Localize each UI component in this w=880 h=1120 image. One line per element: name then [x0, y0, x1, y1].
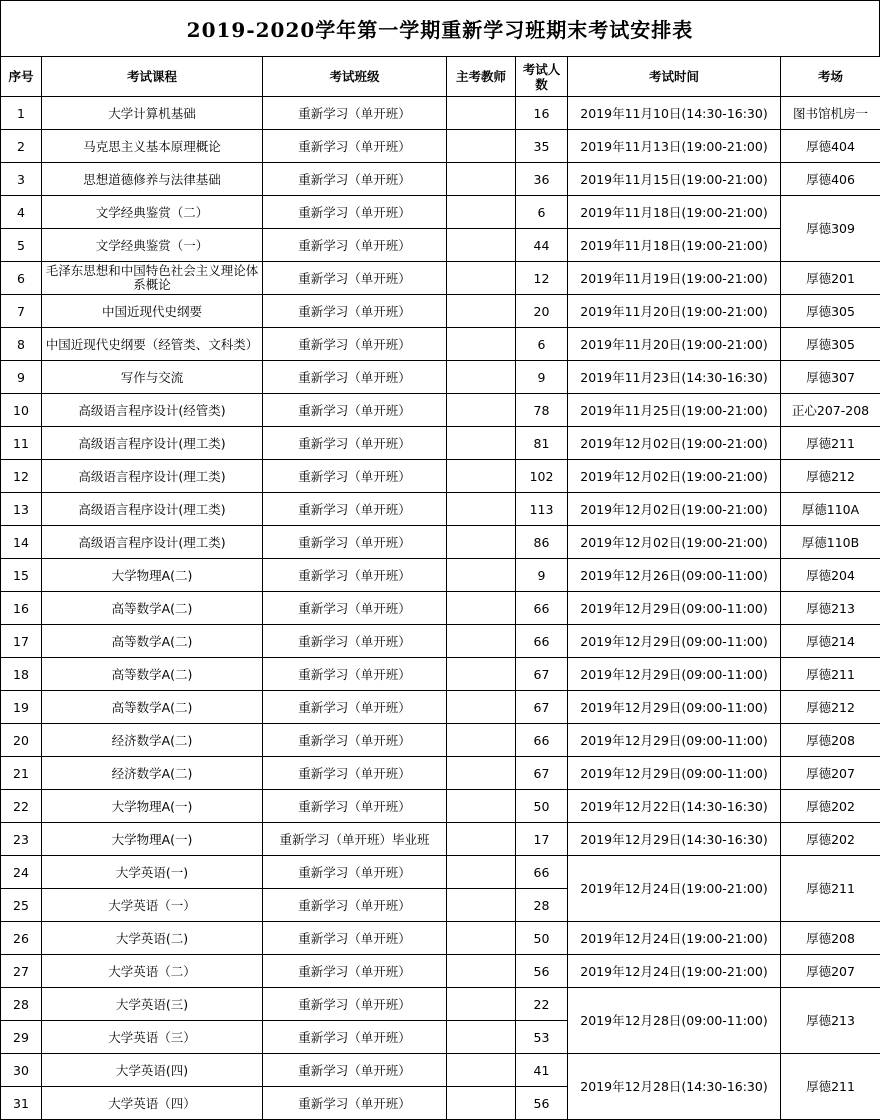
cell-no: 30: [1, 1054, 42, 1087]
cell-teacher: [447, 625, 516, 658]
table-row: [1, 658, 880, 691]
cell-time: 2019年12月22日(14:30-16:30): [568, 790, 781, 823]
table-row: [1, 130, 880, 163]
cell-time: 2019年12月02日(19:00-21:00): [568, 460, 781, 493]
cell-time: 2019年12月29日(09:00-11:00): [568, 592, 781, 625]
cell-time: 2019年11月20日(19:00-21:00): [568, 295, 781, 328]
cell-course: 大学英语（四）: [42, 1087, 263, 1120]
cell-teacher: [447, 823, 516, 856]
cell-teacher: [447, 724, 516, 757]
cell-room: 厚德213: [781, 988, 880, 1054]
table-row: [1, 229, 880, 262]
cell-count: 6: [516, 328, 568, 361]
cell-count: 66: [516, 592, 568, 625]
cell-course: 高级语言程序设计(理工类): [42, 526, 263, 559]
cell-no: 6: [1, 262, 42, 295]
cell-teacher: [447, 1021, 516, 1054]
cell-room: 厚德207: [781, 757, 880, 790]
cell-no: 23: [1, 823, 42, 856]
cell-count: 22: [516, 988, 568, 1021]
cell-time: 2019年11月13日(19:00-21:00): [568, 130, 781, 163]
cell-teacher: [447, 691, 516, 724]
cell-room: 厚德202: [781, 790, 880, 823]
cell-class: 重新学习（单开班）: [263, 394, 447, 427]
cell-course: 高级语言程序设计(理工类): [42, 493, 263, 526]
cell-course: 毛泽东思想和中国特色社会主义理论体系概论: [42, 262, 263, 295]
cell-no: 3: [1, 163, 42, 196]
cell-count: 78: [516, 394, 568, 427]
cell-count: 36: [516, 163, 568, 196]
cell-class: 重新学习（单开班）: [263, 1054, 447, 1087]
cell-time: 2019年12月24日(19:00-21:00): [568, 955, 781, 988]
cell-teacher: [447, 856, 516, 889]
cell-teacher: [447, 295, 516, 328]
cell-teacher: [447, 790, 516, 823]
cell-course: 写作与交流: [42, 361, 263, 394]
cell-class: 重新学习（单开班）: [263, 526, 447, 559]
cell-room: 厚德211: [781, 427, 880, 460]
cell-room: 厚德110B: [781, 526, 880, 559]
cell-class: 重新学习（单开班）: [263, 163, 447, 196]
cell-time: 2019年12月29日(09:00-11:00): [568, 658, 781, 691]
cell-course: 中国近现代史纲要（经管类、文科类）: [42, 328, 263, 361]
cell-time: 2019年11月23日(14:30-16:30): [568, 361, 781, 394]
cell-no: 4: [1, 196, 42, 229]
table-row: [1, 427, 880, 460]
cell-course: 大学英语（一）: [42, 889, 263, 922]
cell-room: 厚德212: [781, 691, 880, 724]
cell-teacher: [447, 328, 516, 361]
cell-course: 高等数学A(二): [42, 592, 263, 625]
cell-time: 2019年11月10日(14:30-16:30): [568, 97, 781, 130]
table-row: [1, 790, 880, 823]
cell-teacher: [447, 889, 516, 922]
table-row: [1, 592, 880, 625]
cell-teacher: [447, 955, 516, 988]
cell-no: 15: [1, 559, 42, 592]
cell-room: 厚德110A: [781, 493, 880, 526]
cell-class: 重新学习（单开班）: [263, 691, 447, 724]
cell-time: 2019年12月28日(14:30-16:30): [568, 1054, 781, 1120]
cell-no: 18: [1, 658, 42, 691]
table-row: [1, 1054, 880, 1087]
cell-time: 2019年12月29日(09:00-11:00): [568, 757, 781, 790]
cell-count: 20: [516, 295, 568, 328]
cell-count: 44: [516, 229, 568, 262]
cell-class: 重新学习（单开班）: [263, 1087, 447, 1120]
cell-room: 厚德207: [781, 955, 880, 988]
cell-count: 81: [516, 427, 568, 460]
table-row: [1, 823, 880, 856]
cell-teacher: [447, 262, 516, 295]
cell-room: 厚德211: [781, 856, 880, 922]
cell-course: 大学物理A(一): [42, 790, 263, 823]
cell-count: 67: [516, 658, 568, 691]
cell-count: 9: [516, 361, 568, 394]
cell-room: 厚德305: [781, 328, 880, 361]
page-title: 2019-2020学年第一学期重新学习班期末考试安排表: [0, 0, 880, 56]
cell-course: 大学物理A(二): [42, 559, 263, 592]
cell-teacher: [447, 526, 516, 559]
table-row: [1, 196, 880, 229]
table-row: [1, 328, 880, 361]
cell-no: 21: [1, 757, 42, 790]
cell-teacher: [447, 559, 516, 592]
cell-no: 29: [1, 1021, 42, 1054]
cell-time: 2019年11月15日(19:00-21:00): [568, 163, 781, 196]
cell-count: 56: [516, 955, 568, 988]
cell-time: 2019年11月19日(19:00-21:00): [568, 262, 781, 295]
table-body: [1, 97, 880, 1120]
cell-no: 7: [1, 295, 42, 328]
cell-class: 重新学习（单开班）: [263, 592, 447, 625]
header-time: 考试时间: [568, 57, 781, 97]
cell-class: 重新学习（单开班）: [263, 955, 447, 988]
cell-time: 2019年12月02日(19:00-21:00): [568, 427, 781, 460]
cell-time: 2019年12月29日(09:00-11:00): [568, 625, 781, 658]
cell-time: 2019年11月20日(19:00-21:00): [568, 328, 781, 361]
cell-course: 高等数学A(二): [42, 691, 263, 724]
cell-course: 中国近现代史纲要: [42, 295, 263, 328]
cell-room: 厚德202: [781, 823, 880, 856]
cell-time: 2019年12月24日(19:00-21:00): [568, 856, 781, 922]
cell-no: 19: [1, 691, 42, 724]
cell-teacher: [447, 1054, 516, 1087]
header-row: [1, 57, 880, 97]
cell-no: 1: [1, 97, 42, 130]
table-row: [1, 460, 880, 493]
cell-class: 重新学习（单开班）: [263, 922, 447, 955]
cell-no: 14: [1, 526, 42, 559]
cell-teacher: [447, 988, 516, 1021]
cell-count: 41: [516, 1054, 568, 1087]
cell-room: 图书馆机房一: [781, 97, 880, 130]
cell-room: 厚德201: [781, 262, 880, 295]
cell-course: 大学英语(三): [42, 988, 263, 1021]
cell-count: 86: [516, 526, 568, 559]
table-row: [1, 526, 880, 559]
cell-no: 17: [1, 625, 42, 658]
cell-class: 重新学习（单开班）: [263, 757, 447, 790]
table-row: [1, 625, 880, 658]
table-row: [1, 955, 880, 988]
header-no: 序号: [1, 57, 42, 97]
cell-class: 重新学习（单开班）: [263, 856, 447, 889]
table-row: [1, 988, 880, 1021]
cell-course: 高级语言程序设计(经管类): [42, 394, 263, 427]
table-row: [1, 922, 880, 955]
cell-teacher: [447, 427, 516, 460]
table-row: [1, 757, 880, 790]
cell-course: 高级语言程序设计(理工类): [42, 427, 263, 460]
cell-count: 66: [516, 856, 568, 889]
cell-course: 文学经典鉴赏（二）: [42, 196, 263, 229]
cell-time: 2019年11月18日(19:00-21:00): [568, 196, 781, 229]
table-row: [1, 262, 880, 295]
table-row: [1, 691, 880, 724]
cell-room: 厚德212: [781, 460, 880, 493]
cell-course: 大学英语（三）: [42, 1021, 263, 1054]
cell-course: 大学物理A(一): [42, 823, 263, 856]
cell-count: 66: [516, 625, 568, 658]
table-row: [1, 493, 880, 526]
cell-class: 重新学习（单开班）: [263, 361, 447, 394]
cell-room: 厚德305: [781, 295, 880, 328]
cell-course: 文学经典鉴赏（一）: [42, 229, 263, 262]
cell-class: 重新学习（单开班）: [263, 790, 447, 823]
cell-teacher: [447, 394, 516, 427]
table-row: [1, 856, 880, 889]
cell-count: 102: [516, 460, 568, 493]
cell-time: 2019年12月02日(19:00-21:00): [568, 493, 781, 526]
cell-teacher: [447, 1087, 516, 1120]
cell-course: 经济数学A(二): [42, 757, 263, 790]
cell-teacher: [447, 163, 516, 196]
cell-no: 8: [1, 328, 42, 361]
cell-class: 重新学习（单开班）: [263, 988, 447, 1021]
cell-count: 50: [516, 922, 568, 955]
cell-class: 重新学习（单开班）: [263, 625, 447, 658]
cell-room: 厚德208: [781, 922, 880, 955]
cell-time: 2019年12月24日(19:00-21:00): [568, 922, 781, 955]
cell-course: 大学英语(二): [42, 922, 263, 955]
cell-count: 113: [516, 493, 568, 526]
cell-no: 10: [1, 394, 42, 427]
cell-room: 厚德214: [781, 625, 880, 658]
cell-class: 重新学习（单开班）: [263, 889, 447, 922]
cell-class: 重新学习（单开班）: [263, 229, 447, 262]
cell-count: 66: [516, 724, 568, 757]
cell-course: 高等数学A(二): [42, 625, 263, 658]
cell-no: 2: [1, 130, 42, 163]
cell-class: 重新学习（单开班）: [263, 262, 447, 295]
cell-room: 厚德213: [781, 592, 880, 625]
cell-course: 大学英语（二）: [42, 955, 263, 988]
cell-class: 重新学习（单开班）: [263, 559, 447, 592]
cell-room: 厚德211: [781, 658, 880, 691]
cell-count: 56: [516, 1087, 568, 1120]
cell-class: 重新学习（单开班）: [263, 196, 447, 229]
cell-teacher: [447, 130, 516, 163]
cell-teacher: [447, 922, 516, 955]
cell-course: 高级语言程序设计(理工类): [42, 460, 263, 493]
cell-room: 厚德406: [781, 163, 880, 196]
cell-count: 53: [516, 1021, 568, 1054]
cell-class: 重新学习（单开班）: [263, 427, 447, 460]
cell-class: 重新学习（单开班）: [263, 493, 447, 526]
cell-class: 重新学习（单开班）: [263, 724, 447, 757]
cell-teacher: [447, 196, 516, 229]
cell-count: 6: [516, 196, 568, 229]
cell-room: 厚德204: [781, 559, 880, 592]
cell-count: 16: [516, 97, 568, 130]
cell-course: 经济数学A(二): [42, 724, 263, 757]
table-row: [1, 361, 880, 394]
header-class: 考试班级: [263, 57, 447, 97]
table-row: [1, 97, 880, 130]
table-row: [1, 163, 880, 196]
cell-no: 12: [1, 460, 42, 493]
table-row: [1, 295, 880, 328]
cell-time: 2019年12月28日(09:00-11:00): [568, 988, 781, 1054]
header-room: 考场: [781, 57, 880, 97]
cell-room: 正心207-208: [781, 394, 880, 427]
cell-count: 17: [516, 823, 568, 856]
header-count: 考试人数: [516, 57, 568, 97]
cell-count: 12: [516, 262, 568, 295]
cell-no: 5: [1, 229, 42, 262]
cell-class: 重新学习（单开班）: [263, 97, 447, 130]
cell-class: 重新学习（单开班）: [263, 130, 447, 163]
cell-no: 20: [1, 724, 42, 757]
cell-course: 马克思主义基本原理概论: [42, 130, 263, 163]
cell-teacher: [447, 493, 516, 526]
cell-class: 重新学习（单开班）: [263, 295, 447, 328]
cell-room: 厚德404: [781, 130, 880, 163]
cell-no: 28: [1, 988, 42, 1021]
cell-room: 厚德208: [781, 724, 880, 757]
cell-teacher: [447, 97, 516, 130]
cell-count: 50: [516, 790, 568, 823]
cell-teacher: [447, 592, 516, 625]
cell-no: 31: [1, 1087, 42, 1120]
cell-teacher: [447, 460, 516, 493]
cell-time: 2019年12月29日(09:00-11:00): [568, 691, 781, 724]
cell-room: 厚德211: [781, 1054, 880, 1120]
cell-teacher: [447, 361, 516, 394]
table-row: [1, 394, 880, 427]
cell-course: 大学计算机基础: [42, 97, 263, 130]
exam-schedule-table: [0, 56, 880, 1120]
cell-no: 16: [1, 592, 42, 625]
table-row: [1, 559, 880, 592]
table-row: [1, 724, 880, 757]
cell-class: 重新学习（单开班）毕业班: [263, 823, 447, 856]
cell-no: 27: [1, 955, 42, 988]
cell-class: 重新学习（单开班）: [263, 658, 447, 691]
cell-no: 26: [1, 922, 42, 955]
cell-no: 9: [1, 361, 42, 394]
cell-teacher: [447, 229, 516, 262]
cell-time: 2019年12月02日(19:00-21:00): [568, 526, 781, 559]
cell-time: 2019年12月26日(09:00-11:00): [568, 559, 781, 592]
cell-teacher: [447, 658, 516, 691]
cell-course: 大学英语(四): [42, 1054, 263, 1087]
cell-no: 22: [1, 790, 42, 823]
cell-teacher: [447, 757, 516, 790]
header-course: 考试课程: [42, 57, 263, 97]
cell-room: 厚德309: [781, 196, 880, 262]
cell-class: 重新学习（单开班）: [263, 460, 447, 493]
cell-course: 大学英语(一): [42, 856, 263, 889]
cell-class: 重新学习（单开班）: [263, 1021, 447, 1054]
cell-no: 25: [1, 889, 42, 922]
cell-course: 高等数学A(二): [42, 658, 263, 691]
cell-class: 重新学习（单开班）: [263, 328, 447, 361]
cell-time: 2019年11月25日(19:00-21:00): [568, 394, 781, 427]
cell-time: 2019年12月29日(14:30-16:30): [568, 823, 781, 856]
header-teacher: 主考教师: [447, 57, 516, 97]
cell-no: 13: [1, 493, 42, 526]
cell-time: 2019年11月18日(19:00-21:00): [568, 229, 781, 262]
cell-room: 厚德307: [781, 361, 880, 394]
cell-count: 28: [516, 889, 568, 922]
cell-no: 24: [1, 856, 42, 889]
cell-count: 9: [516, 559, 568, 592]
cell-count: 67: [516, 691, 568, 724]
cell-no: 11: [1, 427, 42, 460]
cell-time: 2019年12月29日(09:00-11:00): [568, 724, 781, 757]
cell-course: 思想道德修养与法律基础: [42, 163, 263, 196]
cell-count: 35: [516, 130, 568, 163]
cell-count: 67: [516, 757, 568, 790]
